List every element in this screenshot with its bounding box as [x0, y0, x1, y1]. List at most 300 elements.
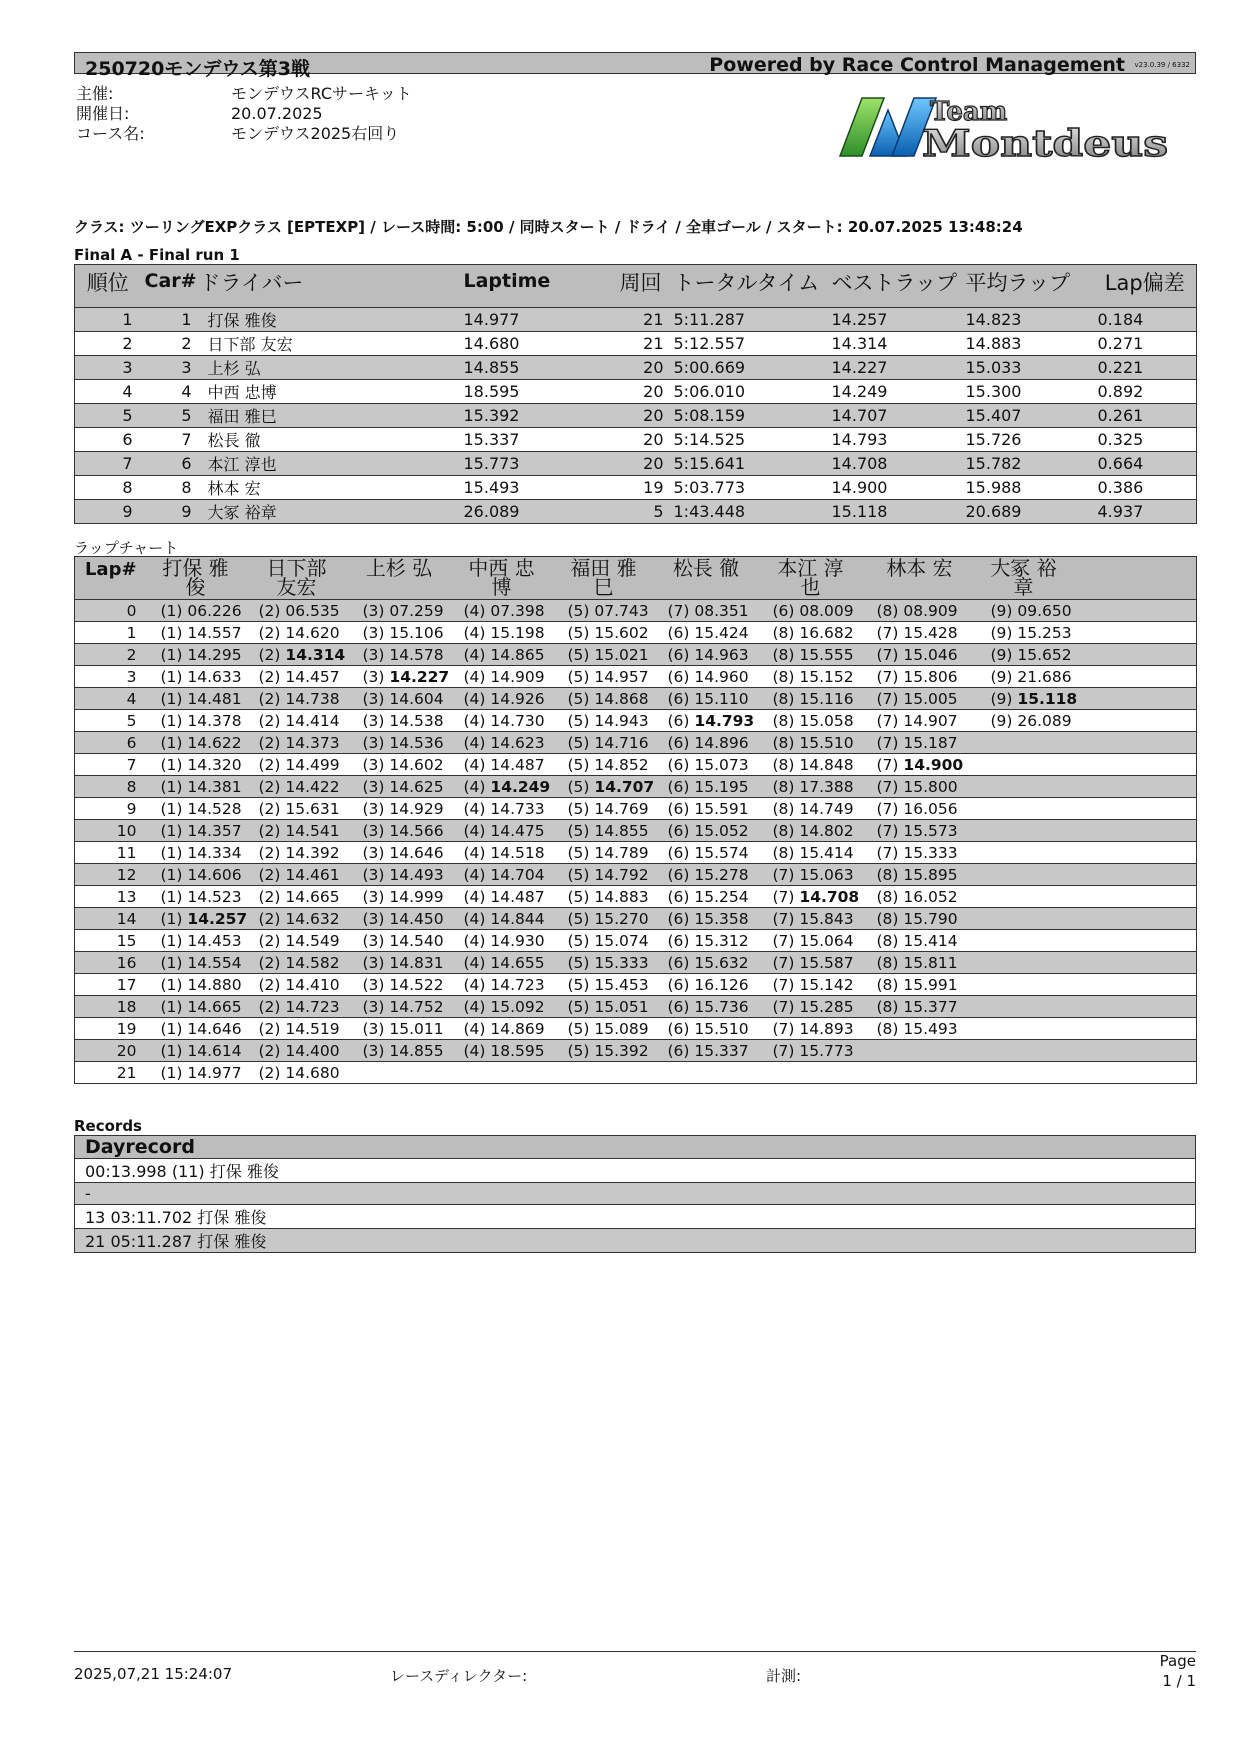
lap-number: 21: [75, 1062, 147, 1084]
results-row: [75, 452, 1197, 476]
results-cell: 15.782: [962, 452, 1094, 476]
lap-empty-cell: [1071, 952, 1197, 974]
lap-position: (5): [567, 1041, 590, 1060]
lap-empty-cell: [1071, 1018, 1197, 1040]
lap-time: 14.680: [285, 1063, 340, 1082]
lap-position: (5): [567, 645, 590, 664]
lap-row: [75, 688, 1197, 710]
lap-time: 14.633: [187, 667, 242, 686]
lap-number: 5: [75, 710, 147, 732]
lap-cell: [450, 666, 554, 688]
lap-position: (5): [567, 931, 590, 950]
lap-time: 14.929: [389, 799, 444, 818]
lap-position: (6): [667, 909, 690, 928]
lap-position: (9): [990, 623, 1013, 642]
lap-number: 8: [75, 776, 147, 798]
lap-position: (3): [362, 865, 385, 884]
results-cell: 14.707: [828, 404, 962, 428]
lap-time: 15.555: [799, 645, 854, 664]
lap-position: (5): [567, 821, 590, 840]
organizer-value: モンデウスRCサーキット: [231, 84, 412, 103]
lap-cell: [977, 886, 1071, 908]
lap-cell: [245, 1040, 349, 1062]
results-row: [75, 380, 1197, 404]
results-cell: 4.937: [1094, 500, 1197, 524]
driver-name-line: 博: [491, 575, 512, 599]
lap-position: (4): [463, 953, 486, 972]
results-cell: 15.033: [962, 356, 1094, 380]
lap-time: 14.855: [594, 821, 649, 840]
lap-time: 14.538: [389, 711, 444, 730]
results-cell: 15.726: [962, 428, 1094, 452]
lap-position: (7): [772, 909, 795, 928]
lap-position: (3): [362, 733, 385, 752]
driver-name-line: 中西 忠: [468, 556, 535, 580]
lap-position: (5): [567, 953, 590, 972]
lap-cell: [554, 974, 654, 996]
lap-cell: [554, 952, 654, 974]
lapchart-header-row: [75, 557, 1197, 600]
lap-position: (2): [258, 799, 281, 818]
results-cell: 8: [141, 476, 196, 500]
lap-number: 19: [75, 1018, 147, 1040]
lap-cell: [147, 732, 245, 754]
lap-cell: [147, 820, 245, 842]
empty-header: [1071, 557, 1197, 600]
lap-time: 15.116: [799, 689, 854, 708]
results-header-cell: 平均ラップ: [962, 265, 1094, 308]
lap-row: [75, 974, 1197, 996]
lap-cell: [554, 710, 654, 732]
lap-cell: [554, 1018, 654, 1040]
lap-time: 14.453: [187, 931, 242, 950]
lap-position: (4): [463, 711, 486, 730]
lap-cell: [349, 886, 450, 908]
lap-time: 14.960: [694, 667, 749, 686]
lap-row: [75, 754, 1197, 776]
lap-time: 14.487: [490, 755, 545, 774]
record-row: [75, 1229, 1196, 1253]
lap-position: (5): [567, 667, 590, 686]
lap-time: 15.843: [799, 909, 854, 928]
lap-time: 14.749: [799, 799, 854, 818]
lap-row: [75, 952, 1197, 974]
lap-cell: [863, 644, 977, 666]
lap-time: 14.392: [285, 843, 340, 862]
lap-position: (2): [258, 821, 281, 840]
lap-position: (9): [990, 667, 1013, 686]
lap-position: (4): [463, 821, 486, 840]
lap-time: 14.792: [594, 865, 649, 884]
lap-position: (5): [567, 887, 590, 906]
lap-time: 14.320: [187, 755, 242, 774]
lap-time: 14.566: [389, 821, 444, 840]
results-cell: 15.493: [460, 476, 612, 500]
lap-position: (4): [463, 887, 486, 906]
lap-position: (7): [667, 601, 690, 620]
lap-time: 15.011: [389, 1019, 444, 1038]
lap-position: (8): [772, 733, 795, 752]
lap-cell: [245, 820, 349, 842]
lap-position: (6): [667, 953, 690, 972]
lap-cell: [147, 930, 245, 952]
lap-position: (3): [362, 953, 385, 972]
lap-empty-cell: [1071, 930, 1197, 952]
lap-time: 15.058: [799, 711, 854, 730]
lap-position: (5): [567, 975, 590, 994]
class-info-line: クラス: ツーリングEXPクラス [EPTEXP] / レース時間: 5:00 / 同時スタート / ドライ / 全車ゴール / スタート: 20.07.2025 13:48:24: [74, 218, 1023, 236]
lap-time: 14.909: [490, 667, 545, 686]
driver-header: [977, 557, 1071, 600]
lap-time: 14.400: [285, 1041, 340, 1060]
lap-position: (7): [772, 931, 795, 950]
results-cell: 林本 宏: [196, 476, 460, 500]
lap-time: 15.652: [1017, 645, 1072, 664]
lap-position: (1): [160, 601, 183, 620]
lap-time: 08.009: [799, 601, 854, 620]
results-cell: 5:12.557: [670, 332, 828, 356]
lap-cell: [759, 754, 863, 776]
lap-cell: [245, 776, 349, 798]
lap-cell: [759, 864, 863, 886]
lap-cell: [554, 600, 654, 622]
results-cell: 4: [75, 380, 141, 404]
lap-position: (2): [258, 689, 281, 708]
results-cell: 20.689: [962, 500, 1094, 524]
results-cell: 18.595: [460, 380, 612, 404]
lap-time: 15.573: [903, 821, 958, 840]
lap-time: 14.665: [187, 997, 242, 1016]
lap-cell: [977, 776, 1071, 798]
lap-cell: [863, 754, 977, 776]
lap-row: [75, 798, 1197, 820]
lap-position: (6): [667, 733, 690, 752]
driver-name-line: 巳: [593, 575, 614, 599]
lap-time: 14.536: [389, 733, 444, 752]
driver-header: [759, 557, 863, 600]
results-cell: 15.773: [460, 452, 612, 476]
lap-time: 15.021: [594, 645, 649, 664]
lap-cell: [554, 908, 654, 930]
lap-cell: [759, 930, 863, 952]
lap-cell: [977, 974, 1071, 996]
lap-time: 15.092: [490, 997, 545, 1016]
lap-position: (7): [876, 645, 899, 664]
lap-time: 06.535: [285, 601, 340, 620]
lap-time: 15.493: [903, 1019, 958, 1038]
lap-position: (7): [772, 1019, 795, 1038]
lap-time: 16.126: [694, 975, 749, 994]
lap-cell: [554, 622, 654, 644]
results-cell: 0.892: [1094, 380, 1197, 404]
lap-position: (2): [258, 755, 281, 774]
lap-time: 14.844: [490, 909, 545, 928]
date-label: 開催日:: [76, 104, 130, 123]
lap-cell: [863, 688, 977, 710]
records-label: Records: [74, 1117, 142, 1135]
lap-position: (7): [876, 755, 899, 774]
lap-cell: [245, 1062, 349, 1084]
lap-position: (7): [772, 865, 795, 884]
results-header-cell: Lap偏差: [1094, 265, 1197, 308]
lap-cell: [349, 600, 450, 622]
lap-number: 3: [75, 666, 147, 688]
lap-position: (1): [160, 865, 183, 884]
lap-position: (2): [258, 1019, 281, 1038]
results-row: [75, 332, 1197, 356]
lap-time: 15.773: [799, 1041, 854, 1060]
lap-position: (7): [772, 1041, 795, 1060]
lap-time: 15.051: [594, 997, 649, 1016]
lap-time: 15.895: [903, 865, 958, 884]
lap-position: (2): [258, 843, 281, 862]
lap-cell: [863, 930, 977, 952]
lap-time: 15.587: [799, 953, 854, 972]
lap-time: 14.602: [389, 755, 444, 774]
lap-number: 10: [75, 820, 147, 842]
lap-time: 15.800: [903, 777, 958, 796]
lap-position: (6): [667, 931, 690, 950]
lap-position: (3): [362, 711, 385, 730]
lap-position: (6): [772, 601, 795, 620]
results-cell: 6: [75, 428, 141, 452]
lap-position: (1): [160, 711, 183, 730]
lap-cell: [863, 666, 977, 688]
lap-cell: [863, 864, 977, 886]
lap-time: 17.388: [799, 777, 854, 796]
lap-number: 13: [75, 886, 147, 908]
lap-position: (1): [160, 645, 183, 664]
results-row: [75, 500, 1197, 524]
lap-empty-cell: [1071, 974, 1197, 996]
lap-number: 1: [75, 622, 147, 644]
lap-position: (2): [258, 733, 281, 752]
event-info: [76, 84, 636, 144]
lap-position: (1): [160, 667, 183, 686]
lap-position: (6): [667, 821, 690, 840]
best-lap-time: 14.257: [187, 909, 248, 928]
lap-cell: [245, 622, 349, 644]
record-row: [75, 1205, 1196, 1229]
lap-position: (7): [876, 843, 899, 862]
results-cell: 4: [141, 380, 196, 404]
lap-position: (4): [463, 865, 486, 884]
lap-position: (5): [567, 909, 590, 928]
lap-time: 15.089: [594, 1019, 649, 1038]
lap-cell: [863, 710, 977, 732]
lap-time: 14.373: [285, 733, 340, 752]
lap-cell: [759, 842, 863, 864]
lap-time: 14.789: [594, 843, 649, 862]
results-cell: 14.823: [962, 308, 1094, 332]
lap-number: 17: [75, 974, 147, 996]
lap-cell: [977, 622, 1071, 644]
lap-time: 14.457: [285, 667, 340, 686]
lap-time: 14.523: [187, 887, 242, 906]
results-row: [75, 428, 1197, 452]
lap-position: (1): [160, 799, 183, 818]
lap-cell: [554, 754, 654, 776]
lap-position: (9): [990, 645, 1013, 664]
lap-cell: [654, 1062, 759, 1084]
results-cell: 5:14.525: [670, 428, 828, 452]
lap-cell: [654, 622, 759, 644]
lap-time: 15.377: [903, 997, 958, 1016]
lap-position: (1): [160, 953, 183, 972]
lap-position: (5): [567, 623, 590, 642]
title-bar: [74, 52, 1196, 80]
lap-empty-cell: [1071, 842, 1197, 864]
driver-name-line: 大冢 裕: [990, 556, 1057, 580]
lap-number: 9: [75, 798, 147, 820]
lap-position: (8): [876, 931, 899, 950]
results-cell: 14.227: [828, 356, 962, 380]
lap-position: (6): [667, 623, 690, 642]
results-cell: 2: [141, 332, 196, 356]
lap-empty-cell: [1071, 864, 1197, 886]
lap-cell: [554, 996, 654, 1018]
lap-position: (3): [362, 755, 385, 774]
lap-row: [75, 886, 1197, 908]
lap-row: [75, 666, 1197, 688]
lap-position: (7): [876, 623, 899, 642]
results-cell: 9: [75, 500, 141, 524]
course-label: コース名:: [76, 124, 145, 143]
lap-time: 15.591: [694, 799, 749, 818]
lap-time: 15.414: [799, 843, 854, 862]
lap-time: 15.632: [694, 953, 749, 972]
lap-time: 14.487: [490, 887, 545, 906]
results-cell: 2: [75, 332, 141, 356]
lap-cell: [654, 820, 759, 842]
lap-time: 14.414: [285, 711, 340, 730]
lap-cell: [450, 710, 554, 732]
lap-time: 14.528: [187, 799, 242, 818]
results-cell: 14.680: [460, 332, 612, 356]
lap-cell: [863, 1018, 977, 1040]
lap-time: 14.963: [694, 645, 749, 664]
lap-time: 14.522: [389, 975, 444, 994]
lap-cell: [759, 1040, 863, 1062]
lap-cell: [349, 666, 450, 688]
results-cell: 福田 雅巳: [196, 404, 460, 428]
results-cell: 8: [75, 476, 141, 500]
lap-position: (4): [463, 997, 486, 1016]
lap-time: 14.554: [187, 953, 242, 972]
lap-time: 14.493: [389, 865, 444, 884]
lap-cell: [759, 886, 863, 908]
lap-row: [75, 930, 1197, 952]
lap-position: (6): [667, 799, 690, 818]
lap-cell: [654, 600, 759, 622]
organizer-label: 主催:: [76, 84, 114, 103]
results-cell: 20: [612, 404, 670, 428]
lap-cell: [349, 798, 450, 820]
lap-cell: [245, 996, 349, 1018]
lap-position: (1): [160, 689, 183, 708]
lap-cell: [450, 776, 554, 798]
lap-time: 15.428: [903, 623, 958, 642]
lap-position: (7): [876, 777, 899, 796]
lap-cell: [450, 820, 554, 842]
lap-position: (1): [160, 733, 183, 752]
lap-position: (3): [362, 799, 385, 818]
lap-position: (8): [772, 755, 795, 774]
lap-position: (5): [567, 865, 590, 884]
lap-cell: [863, 776, 977, 798]
lap-time: 14.578: [389, 645, 444, 664]
results-cell: 15.337: [460, 428, 612, 452]
lap-time: 15.991: [903, 975, 958, 994]
lap-position: (4): [463, 689, 486, 708]
lap-cell: [245, 952, 349, 974]
lap-time: 15.510: [799, 733, 854, 752]
lap-empty-cell: [1071, 886, 1197, 908]
lap-cell: [759, 666, 863, 688]
lap-empty-cell: [1071, 1062, 1197, 1084]
lap-empty-cell: [1071, 754, 1197, 776]
lap-number: 15: [75, 930, 147, 952]
lap-cell: [654, 644, 759, 666]
lap-time: 15.195: [694, 777, 749, 796]
lap-cell: [349, 710, 450, 732]
lap-number: 12: [75, 864, 147, 886]
lap-cell: [147, 842, 245, 864]
results-header-cell: ドライバー: [196, 265, 460, 308]
logo-line2: Montdeus: [922, 123, 1168, 165]
lap-cell: [349, 1040, 450, 1062]
version-label: v23.0.39 / 6332: [1134, 61, 1190, 69]
lap-cell: [450, 930, 554, 952]
lap-time: 14.655: [490, 953, 545, 972]
lap-empty-cell: [1071, 798, 1197, 820]
lap-cell: [147, 864, 245, 886]
lap-cell: [654, 908, 759, 930]
results-cell: 日下部 友宏: [196, 332, 460, 356]
lap-time: 14.295: [187, 645, 242, 664]
lap-cell: [450, 908, 554, 930]
lap-time: 15.453: [594, 975, 649, 994]
lap-cell: [147, 798, 245, 820]
results-row: [75, 356, 1197, 380]
results-header-cell: 周回: [612, 265, 670, 308]
driver-name-line: 章: [1013, 575, 1034, 599]
lap-cell: [349, 1062, 450, 1084]
driver-name-line: 福田 雅: [570, 556, 637, 580]
lap-cell: [977, 820, 1071, 842]
lap-time: 14.582: [285, 953, 340, 972]
lap-cell: [759, 974, 863, 996]
lap-position: (3): [362, 975, 385, 994]
lap-cell: [147, 952, 245, 974]
lap-position: (7): [772, 887, 795, 906]
lap-cell: [147, 666, 245, 688]
lap-cell: [147, 754, 245, 776]
lap-cell: [349, 776, 450, 798]
results-cell: 21: [612, 308, 670, 332]
lap-time: 14.450: [389, 909, 444, 928]
lap-time: 08.351: [694, 601, 749, 620]
lap-time: 14.730: [490, 711, 545, 730]
lap-time: 15.142: [799, 975, 854, 994]
lap-cell: [863, 996, 977, 1018]
driver-header: [450, 557, 554, 600]
results-header-cell: ベストラップ: [828, 265, 962, 308]
lap-time: 14.632: [285, 909, 340, 928]
lap-position: (3): [362, 777, 385, 796]
lap-time: 15.052: [694, 821, 749, 840]
lap-time: 16.052: [903, 887, 958, 906]
